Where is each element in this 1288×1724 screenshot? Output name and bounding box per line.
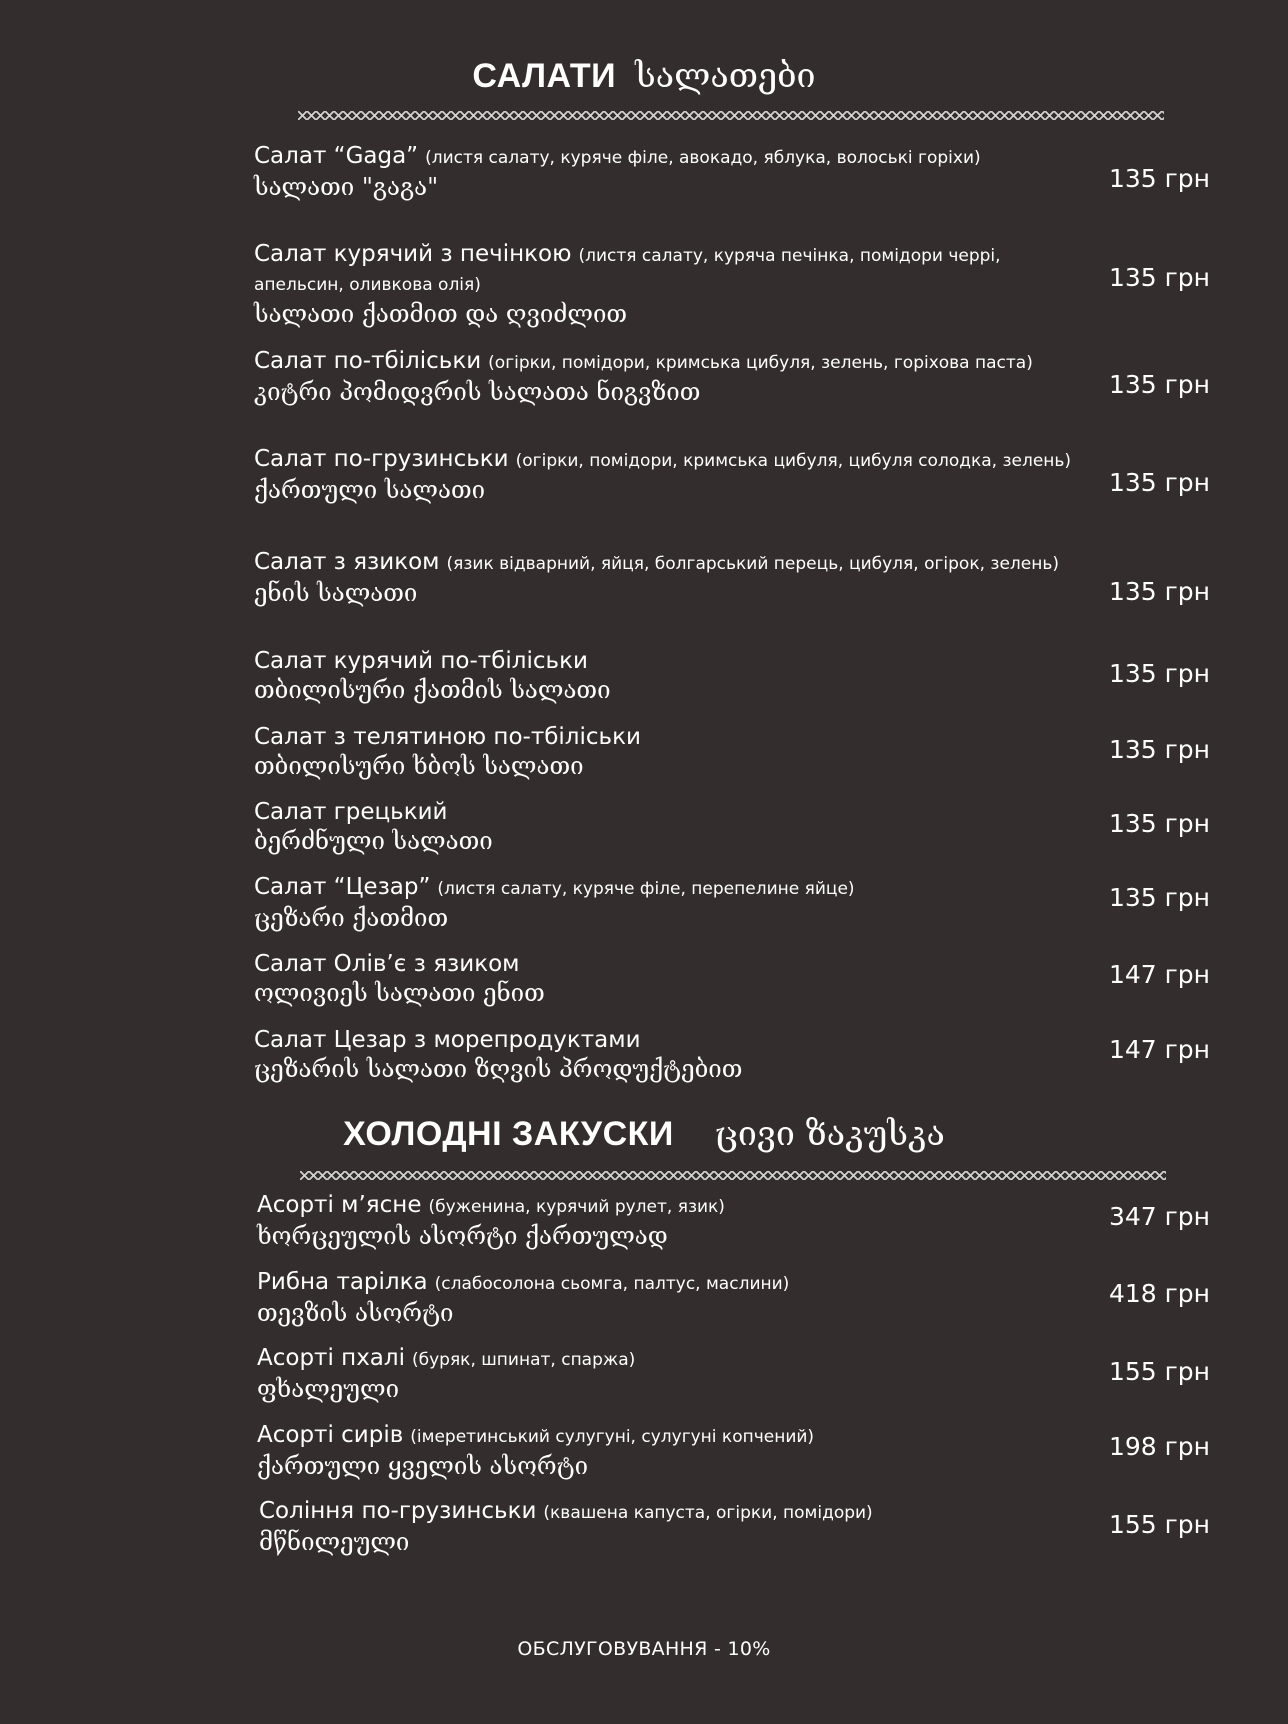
item-name-georgian: ხორცეულის ასორტი ქართულად <box>257 1222 668 1250</box>
cold-title-ua: ХОЛОДНІ ЗАКУСКИ <box>343 1115 674 1153</box>
menu-item <box>257 1422 1077 1481</box>
item-name: Салат Цезар з морепродуктами <box>254 1027 641 1053</box>
item-name: Салат з язиком <box>254 549 440 575</box>
item-name: Салат грецький <box>254 799 448 825</box>
item-name: Салат по-тбіліськи <box>254 348 482 374</box>
item-description: (слабосолона сьомга, палтус, маслини) <box>434 1274 790 1294</box>
item-name: Салат з телятиною по-тбіліськи <box>254 724 641 750</box>
item-price: 198 грн <box>1108 1432 1210 1461</box>
item-name-georgian: ქართული სალათი <box>254 476 486 504</box>
menu-item <box>254 724 1074 781</box>
menu-item <box>254 951 1074 1008</box>
salads-divider <box>298 111 1164 120</box>
item-name-georgian: ცეზარი ქათმით <box>254 904 449 932</box>
item-description: (листя салату, куряче філе, перепелине яйце) <box>437 879 855 899</box>
menu-item <box>254 799 1074 856</box>
item-description: (листя салату, куряче філе, авокадо, яблука, волоські горіхи) <box>425 148 981 168</box>
item-name: Салат Олів’є з язиком <box>254 951 520 977</box>
item-name-georgian: მწნილეული <box>259 1528 410 1556</box>
menu-item <box>254 549 1074 608</box>
item-price: 135 грн <box>1108 263 1210 292</box>
menu-item <box>254 648 1074 705</box>
item-name: Салат по-грузинськи <box>254 446 509 472</box>
menu-item <box>254 446 1074 505</box>
item-name-georgian: კიტრი პომიდვრის სალათა ნიგვზით <box>254 378 701 406</box>
item-price: 135 грн <box>1108 164 1210 193</box>
item-name: Салат “Цезар” <box>254 874 431 900</box>
item-name-georgian: სალათი "გაგა" <box>254 173 439 201</box>
item-name: Асорті пхалі <box>257 1345 405 1371</box>
menu-item <box>254 143 1074 202</box>
item-name-georgian: ქართული ყველის ასორტი <box>257 1452 589 1480</box>
item-name-georgian: თბილისური ხბოს სალათი <box>254 752 584 780</box>
item-name-georgian: ენის სალათი <box>254 579 418 607</box>
menu-item <box>254 874 1074 933</box>
menu-item <box>259 1498 1079 1557</box>
item-description: (квашена капуста, огірки, помідори) <box>543 1503 873 1523</box>
item-description: (огірки, помідори, кримська цибуля, зелень, горіхова паста) <box>488 353 1033 373</box>
item-name-georgian: სალათი ქათმით და ღვიძლით <box>254 300 628 328</box>
salads-heading <box>0 56 1288 96</box>
cold-title-ka: ცივი ზაკუსკა <box>714 1114 945 1154</box>
item-description: (листя салату, куряча печінка, помідори черрі, апельсин, оливкова олія) <box>254 246 1001 295</box>
item-name-georgian: ოლივიეს სალათი ენით <box>254 979 545 1007</box>
menu-item <box>257 1192 1077 1251</box>
menu-item <box>257 1345 1077 1404</box>
item-name: Асорті сирів <box>257 1422 404 1448</box>
item-price: 155 грн <box>1108 1357 1210 1386</box>
item-name: Салат курячий по-тбіліськи <box>254 648 588 674</box>
item-price: 418 грн <box>1108 1279 1210 1308</box>
item-name: Салат курячий з печінкою <box>254 241 572 267</box>
item-price: 135 грн <box>1108 809 1210 838</box>
item-name-georgian: ცეზარის სალათი ზღვის პროდუქტებით <box>254 1055 743 1083</box>
item-description: (імеретинський сулугуні, сулугуні копчений) <box>410 1427 815 1447</box>
item-price: 135 грн <box>1108 883 1210 912</box>
item-name-georgian: ბერძნული სალათი <box>254 827 493 855</box>
item-name: Асорті м’ясне <box>257 1192 422 1218</box>
menu-item <box>254 1027 1074 1084</box>
item-description: (буряк, шпинат, спаржа) <box>411 1350 636 1370</box>
service-charge-note: ОБСЛУГОВУВАННЯ - 10% <box>517 1638 771 1660</box>
item-name: Рибна тарілка <box>257 1269 428 1295</box>
item-price: 135 грн <box>1108 735 1210 764</box>
salads-title-ka: სალათები <box>635 56 816 96</box>
item-name: Салат “Gaga” <box>254 143 419 169</box>
item-name-georgian: თევზის ასორტი <box>257 1299 454 1327</box>
item-description: (язик відварний, яйця, болгарський перець, цибуля, огірок, зелень) <box>446 554 1059 574</box>
item-description: (буженина, курячий рулет, язик) <box>428 1197 725 1217</box>
cold-divider <box>300 1171 1166 1180</box>
item-price: 147 грн <box>1108 960 1210 989</box>
item-price: 135 грн <box>1108 577 1210 606</box>
item-price: 155 грн <box>1108 1510 1210 1539</box>
item-name: Соління по-грузинськи <box>259 1498 537 1524</box>
item-price: 135 грн <box>1108 468 1210 497</box>
salads-title-ua: САЛАТИ <box>472 57 617 95</box>
item-price: 135 грн <box>1108 659 1210 688</box>
menu-item <box>257 1269 1077 1328</box>
cold-heading <box>0 1114 1288 1154</box>
menu-item <box>254 348 1074 407</box>
item-name-georgian: ფხალეული <box>257 1375 400 1403</box>
item-price: 347 грн <box>1108 1202 1210 1231</box>
menu-item <box>254 241 1074 329</box>
item-name-georgian: თბილისური ქათმის სალათი <box>254 676 611 704</box>
item-price: 147 грн <box>1108 1035 1210 1064</box>
item-price: 135 грн <box>1108 370 1210 399</box>
item-description: (огірки, помідори, кримська цибуля, цибуля солодка, зелень) <box>515 451 1072 471</box>
